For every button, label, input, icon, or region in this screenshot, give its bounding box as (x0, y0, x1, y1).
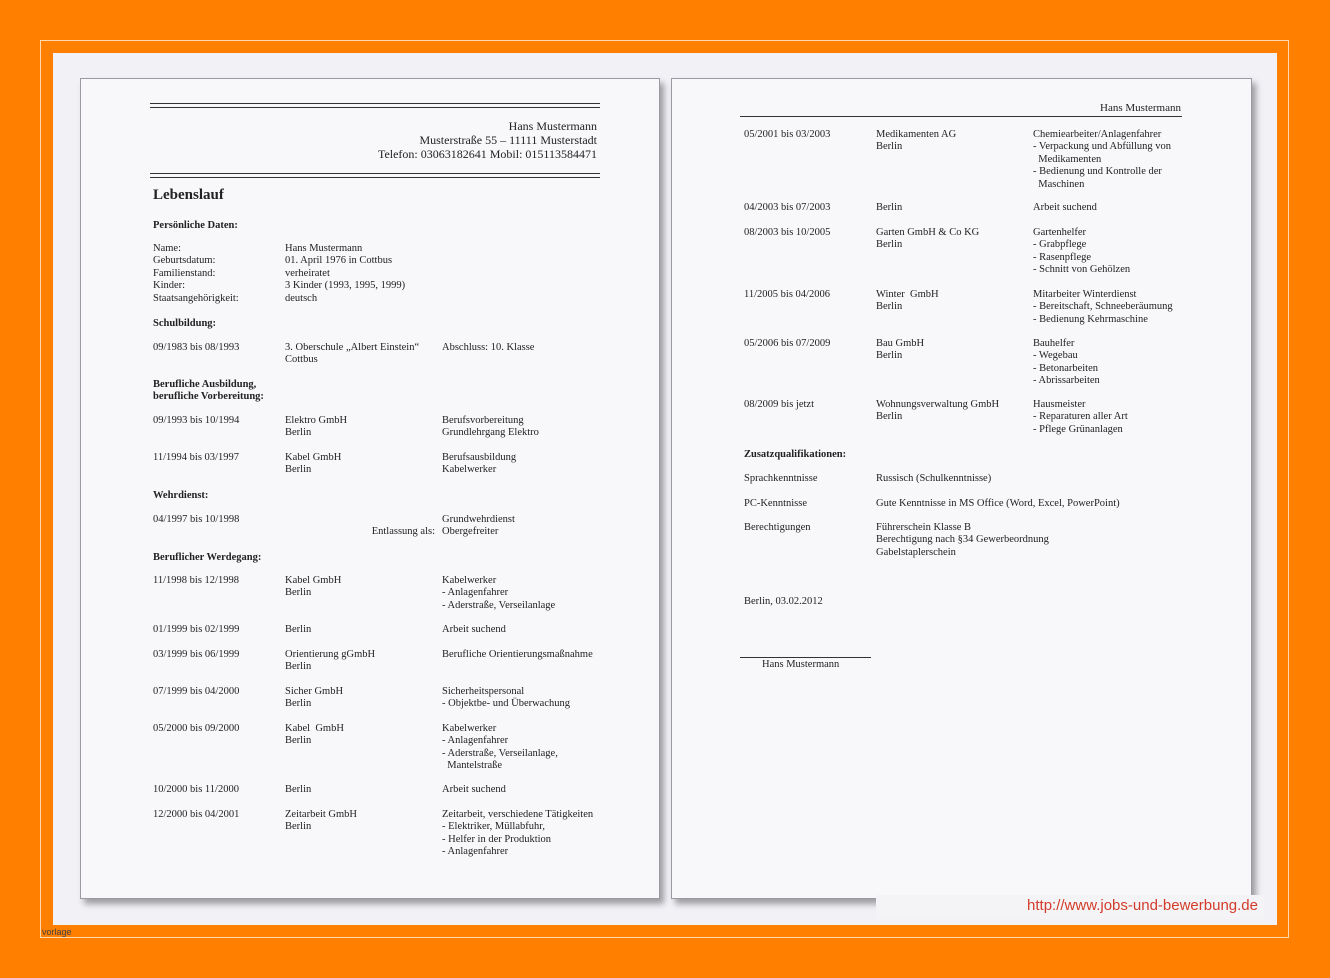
extra-value: Russisch (Schulkenntnisse) (876, 473, 992, 484)
career-detail: Bauhelfer - Wegebau - Betonarbeiten - Abrissarbeiten (1033, 338, 1100, 387)
career-detail: Arbeit suchend (442, 784, 506, 795)
career-place: Zeitarbeit GmbH Berlin (285, 809, 358, 833)
extra-label: Sprachkenntnisse (744, 473, 818, 484)
career-detail: Arbeit suchend (1033, 202, 1097, 213)
signature-line (740, 657, 871, 658)
career-date: 10/2000 bis 11/2000 (153, 784, 239, 795)
career-date: 03/1999 bis 06/1999 (153, 649, 240, 660)
page2-header-name: Hans Mustermann (1100, 102, 1181, 114)
career-place: Winter GmbH Berlin (876, 289, 939, 313)
school-date: 09/1983 bis 08/1993 (153, 342, 240, 353)
personal-labels: Name: Geburtsdatum: Familienstand: Kinder: Staatsangehörigkeit: (153, 243, 239, 304)
career-place: Berlin (285, 784, 312, 795)
cv-page-1 (80, 78, 660, 899)
place-date: Berlin, 03.02.2012 (744, 596, 823, 607)
page2-header-rule (740, 116, 1182, 117)
career-date: 08/2003 bis 10/2005 (744, 227, 831, 238)
career-place: Kabel GmbH Berlin (285, 575, 342, 599)
training-place: Elektro GmbH Berlin (285, 415, 348, 439)
career-place: Orientierung gGmbH Berlin (285, 649, 376, 673)
military-date: 04/1997 bis 10/1998 (153, 514, 240, 525)
extra-label: Berechtigungen (744, 522, 811, 533)
training-detail: Berufsausbildung Kabelwerker (442, 452, 517, 476)
personal-values: Hans Mustermann 01. April 1976 in Cottbus verheiratet 3 Kinder (1993, 1995, 1999) deutsch (285, 243, 406, 304)
career-place: Berlin (285, 624, 312, 635)
signature-name: Hans Mustermann (762, 659, 840, 670)
career-detail: Gartenhelfer - Grabpflege - Rasenpflege - Schnitt von Gehölzen (1033, 227, 1131, 276)
career-date: 11/2005 bis 04/2006 (744, 289, 830, 300)
extras-heading: Zusatzqualifikationen: (744, 449, 847, 460)
career-detail: Kabelwerker - Anlagenfahrer - Aderstraße, Verseilanlage, Mantelstraße (442, 723, 558, 772)
career-date: 01/1999 bis 02/1999 (153, 624, 240, 635)
career-place: Kabel GmbH Berlin (285, 723, 344, 747)
career-detail: Sicherheitspersonal - Objektbe- und Überwachung (442, 686, 570, 710)
career-place: Bau GmbH Berlin (876, 338, 925, 362)
header-rule-top-2 (150, 107, 600, 108)
career-detail: Hausmeister - Reparaturen aller Art - Pflege Grünanlagen (1033, 399, 1128, 435)
career-detail: Mitarbeiter Winterdienst - Bereitschaft, Schneeberäumung - Bedienung Kehrmaschine (1033, 289, 1173, 325)
military-heading: Wehrdienst: (153, 490, 209, 501)
header-address: Musterstraße 55 – 11111 Musterstadt (419, 133, 597, 147)
extra-value: Gute Kenntnisse in MS Office (Word, Excel, PowerPoint) (876, 498, 1120, 509)
career-date: 05/2006 bis 07/2009 (744, 338, 831, 349)
training-detail: Berufsvorbereitung Grundlehrgang Elektro (442, 415, 539, 439)
career-place: Berlin (876, 202, 903, 213)
training-place: Kabel GmbH Berlin (285, 452, 342, 476)
career-date: 04/2003 bis 07/2003 (744, 202, 831, 213)
career-detail: Arbeit suchend (442, 624, 506, 635)
training-date: 11/1994 bis 03/1997 (153, 452, 239, 463)
header-rule-top-1 (150, 103, 600, 104)
career-detail: Berufliche Orientierungsmaßnahme (442, 649, 593, 660)
cv-page-2 (671, 78, 1252, 899)
career-place: Medikamenten AG Berlin (876, 129, 957, 153)
training-heading: Berufliche Ausbildung, berufliche Vorbereitung: (153, 379, 264, 403)
career-date: 07/1999 bis 04/2000 (153, 686, 240, 697)
extra-label: PC-Kenntnisse (744, 498, 807, 509)
training-date: 09/1993 bis 10/1994 (153, 415, 240, 426)
career-detail: Zeitarbeit, verschiedene Tätigkeiten - Elektriker, Müllabfuhr, - Helfer in der Produktion - Anlagenfahrer (442, 809, 594, 858)
header-phone: Telefon: 03063182641 Mobil: 015113584471 (377, 147, 597, 161)
career-detail: Kabelwerker - Anlagenfahrer - Aderstraße, Verseilanlage (442, 575, 556, 611)
career-date: 11/1998 bis 12/1998 (153, 575, 239, 586)
career-detail: Chemiearbeiter/Anlagenfahrer - Verpackung und Abfüllung von Medikamenten - Bedienung und Kontrolle der Maschinen (1033, 129, 1172, 190)
header-rule-bottom-2 (150, 177, 600, 178)
school-detail: Abschluss: 10. Klasse (442, 342, 535, 353)
career-date: 08/2009 bis jetzt (744, 399, 814, 410)
military-detail: Grundwehrdienst Obergefreiter (442, 514, 515, 538)
career-date: 12/2000 bis 04/2001 (153, 809, 240, 820)
school-heading: Schulbildung: (153, 318, 217, 329)
personal-heading: Persönliche Daten: (153, 220, 238, 231)
header-rule-bottom-1 (150, 173, 600, 174)
corner-caption: vorlage (42, 927, 72, 937)
military-discharge-label: Entlassung als: (371, 526, 435, 537)
career-date: 05/2000 bis 09/2000 (153, 723, 240, 734)
career-date: 05/2001 bis 03/2003 (744, 129, 831, 140)
header-name: Hans Mustermann (508, 119, 597, 133)
website-watermark: http://www.jobs-und-bewerbung.de (876, 895, 1264, 919)
career-place: Wohnungsverwaltung GmbH Berlin (876, 399, 1000, 423)
school-place: 3. Oberschule „Albert Einstein“ Cottbus (285, 342, 420, 366)
extra-value: Führerschein Klasse B Berechtigung nach §34 Gewerbeordnung Gabelstaplerschein (876, 522, 1049, 558)
career-place: Garten GmbH & Co KG Berlin (876, 227, 980, 251)
career-heading: Beruflicher Werdegang: (153, 552, 262, 563)
career-place: Sicher GmbH Berlin (285, 686, 344, 710)
document-title: Lebenslauf (153, 187, 224, 203)
